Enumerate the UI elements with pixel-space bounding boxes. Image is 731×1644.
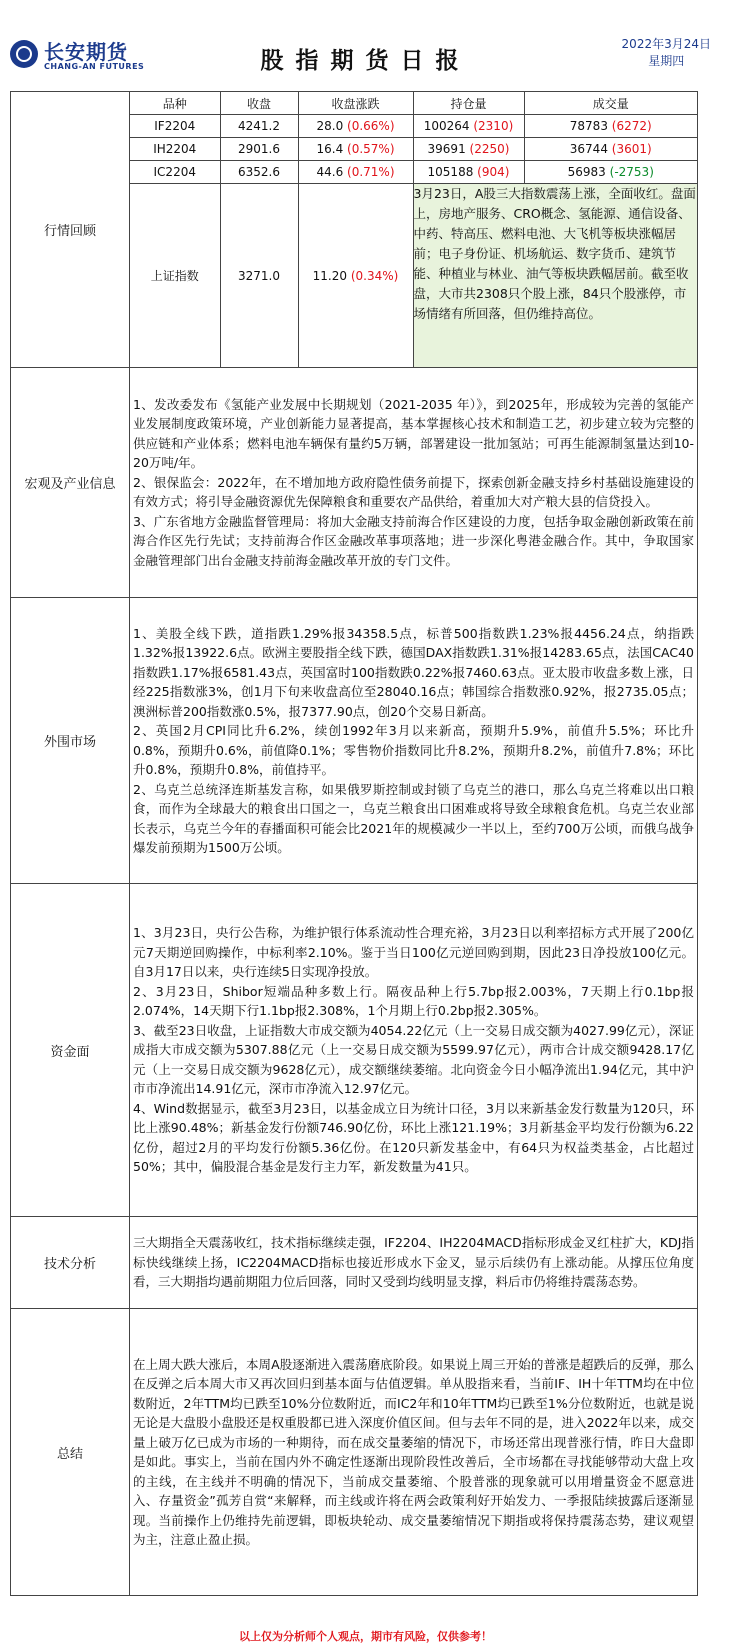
report-weekday: 星期四 — [648, 54, 685, 68]
brand-name-en: CHANG-AN FUTURES — [44, 62, 145, 71]
market-table — [130, 92, 697, 367]
paragraph: 1、美股全线下跌，道指跌1.29%报34358.5点，标普500指数跌1.23%报4456.24点，纳指跌1.32%报13922.6点。欧洲主要股指全线下跌，德国DAX指数跌1.31%报14283.65点，法国CAC40指数跌1.17%报6581.43点，英国富时100指数跌0.22%报7460.63点。亚太股市收盘多数上涨，日经225指数涨3%，创1月下旬来收盘高位至28040.16点；韩国综合指数涨0.92%，报2735.05点；澳洲标普200指数涨0.5%，报7377.90点，创20个交易日新高。 — [133, 625, 694, 719]
oi-change: (904) — [477, 165, 510, 179]
column-header: 收盘 — [220, 92, 298, 115]
section-content-overseas — [130, 598, 698, 884]
section-content-technical — [130, 1217, 698, 1309]
close-value: 2901.6 — [220, 138, 298, 161]
change-cell — [298, 161, 413, 184]
section-label-overseas: 外围市场 — [11, 598, 130, 884]
section-content-funds — [130, 884, 698, 1217]
market-commentary: 3月23日，A股三大指数震荡上涨，全面收红。盘面上，房地产服务、CRO概念、氢能源、通信设备、中药、特高压、燃料电池、大飞机等板块涨幅居前；电子身份证、机场航运、数字货币、建筑节能、种植业与林业、油气等板块跌幅居前。截至收盘，大市共2308只个股上涨，84只个股涨停，市场情绪有所回落，但仍维持高位。 — [413, 184, 697, 368]
disclaimer: 以上仅为分析师个人观点，期市有风险，仅供参考！ — [239, 1630, 492, 1643]
volume-change: (-2753) — [609, 165, 654, 179]
paragraph: 4、Wind数据显示，截至3月23日，以基金成立日为统计口径，3月以来新基金发行数量为120只，环比上涨90.48%；新基金发行份额746.90亿份，环比上涨121.19%；3月新基金平均发行份额为6.22亿份，超过2月的平均发行份额5.36亿份。在120只新发基金中，有64只为权益类基金，占比超过50%；其中，偏股混合基金是发行主力军，新发数量为41只。 — [133, 1100, 694, 1175]
report-date-text: 2022年3月24日 — [621, 37, 711, 51]
market-review-cell — [130, 92, 698, 368]
oi-cell — [413, 115, 524, 138]
section-row-funds — [11, 884, 698, 1217]
index-close: 3271.0 — [220, 184, 298, 368]
report-table — [10, 91, 698, 1596]
market-review-row — [11, 92, 698, 368]
change-value: 16.4 — [316, 142, 344, 156]
oi-change: (2250) — [469, 142, 510, 156]
volume-change: (3601) — [611, 142, 652, 156]
oi-cell — [413, 161, 524, 184]
volume-value: 36744 — [569, 142, 608, 156]
contract-name: IH2204 — [130, 138, 220, 161]
section-row-macro — [11, 368, 698, 598]
paragraph: 2、3月23日，Shibor短端品种多数上行。隔夜品种上行5.7bp报2.003%，7天期上行0.1bp报2.074%，14天期下行1.1bp报2.308%，1个月期上行0.2bp报2.305%。 — [133, 983, 694, 1019]
paragraph: 三大期指全天震荡收红，技术指标继续走强，IF2204、IH2204MACD指标形成金叉红柱扩大，KDJ指标快线继续上扬，IC2204MACD指标也接近形成水下金叉，显示后续仍有上涨动能。从撑压位角度看，三大期指均遇前期阻力位后回落，同时又受到均线明显支撑，料后市仍将维持震荡态势。 — [133, 1235, 694, 1290]
change-pct: (0.66%) — [347, 119, 395, 133]
change-value: 44.6 — [316, 165, 344, 179]
oi-value: 39691 — [427, 142, 466, 156]
section-row-summary — [11, 1309, 698, 1596]
report-date — [622, 36, 711, 70]
section-label-summary: 总结 — [11, 1309, 130, 1596]
volume-cell — [524, 161, 697, 184]
section-label-funds: 资金面 — [11, 884, 130, 1217]
table-row — [130, 161, 697, 184]
column-header: 持仓量 — [413, 92, 524, 115]
close-value: 6352.6 — [220, 161, 298, 184]
report-header — [0, 0, 731, 86]
index-change-cell — [298, 184, 413, 368]
section-label-market: 行情回顾 — [11, 92, 130, 368]
change-cell — [298, 115, 413, 138]
oi-value: 105188 — [427, 165, 474, 179]
section-content-macro — [130, 368, 698, 598]
brand-name-cn: 长安期货 — [44, 40, 128, 64]
volume-change: (6272) — [611, 119, 652, 133]
column-header: 品种 — [130, 92, 220, 115]
oi-cell — [413, 138, 524, 161]
index-change: 11.20 — [312, 268, 348, 283]
section-label-macro: 宏观及产业信息 — [11, 368, 130, 598]
volume-cell — [524, 138, 697, 161]
section-row-technical — [11, 1217, 698, 1309]
change-cell — [298, 138, 413, 161]
paragraph: 在上周大跌大涨后，本周A股逐渐进入震荡磨底阶段。如果说上周三开始的普涨是超跌后的反弹，那么在反弹之后本周大市又再次回归到基本面与估值逻辑。单从股指来看，当前IF、IH十年TTM均在中位数附近，2年TTM均已跌至10%分位数附近，而IC2年和10年TTM均已跌至1%分位数附近，也就是说无论是大盘股小盘股还是权重股都已进入深度价值区间。但与去年不同的是，进入2022年以来，成交量上破万亿已成为市场的一种期待，而在成交量萎缩的情况下，市场还常出现普涨行情，昨日大盘即是如此。事实上，当前在国内外不确定性逐渐出现阶段性改善后，全市场都在寻找能够带动大盘上攻的主线，在主线并不明确的情况下，当前成交量萎缩、个股普涨的现象就可以用增量资金不愿意进入、存量资金”孤芳自赏“来解释，而主线或许将在两会政策利好开始发力、一季报陆续披露后逐渐显现。当前操作上仍维持先前逻辑，即板块轮动、成交量萎缩情况下期指或将保持震荡态势，建议观望为主，注意止盈止损。 — [133, 1356, 694, 1547]
column-header: 收盘涨跌 — [298, 92, 413, 115]
change-value: 28.0 — [316, 119, 344, 133]
paragraph: 3、截至23日收盘，上证指数大市成交额为4054.22亿元（上一交易日成交额为4027.99亿元），深证成指大市成交额为5307.88亿元（上一交易日成交额为5599.97亿元），两市合计成交额9428.17亿元（上一交易日成交额为9628亿元），成交额继续萎缩。北向资金今日小幅净流出1.94亿元，其中沪市市净流出14.91亿元，深市市净流入12.97亿元。 — [133, 1022, 694, 1097]
index-row — [130, 184, 697, 368]
contract-name: IF2204 — [130, 115, 220, 138]
table-row — [130, 138, 697, 161]
volume-value: 56983 — [567, 165, 606, 179]
oi-value: 100264 — [423, 119, 470, 133]
index-change-pct: (0.34%) — [350, 268, 399, 283]
column-header: 成交量 — [524, 92, 697, 115]
report-title: 股指期货日报 — [260, 48, 471, 74]
change-pct: (0.57%) — [347, 142, 395, 156]
market-table-header — [130, 92, 697, 115]
index-name: 上证指数 — [130, 184, 220, 368]
paragraph: 1、发改委发布《氢能产业发展中长期规划（2021-2035 年）》，到2025年，形成较为完善的氢能产业发展制度政策环境，产业创新能力显著提高，基本掌握核心技术和制造工艺，初步建立较为完整的供应链和产业体系；燃料电池车辆保有量约5万辆，部署建设一批加氢站；可再生能源制氢量达到10-20万吨/年。 — [133, 396, 694, 471]
section-content-summary — [130, 1309, 698, 1596]
change-pct: (0.71%) — [347, 165, 395, 179]
oi-change: (2310) — [473, 119, 514, 133]
paragraph: 1、3月23日，央行公告称，为维护银行体系流动性合理充裕，3月23日以利率招标方式开展了200亿元7天期逆回购操作，中标利率2.10%。鉴于当日100亿元逆回购到期，因此23日净投放100亿元。自3月17日以来，央行连续5日实现净投放。 — [133, 925, 694, 980]
paragraph: 2、英国2月CPI同比升6.2%，续创1992年3月以来新高，预期升5.9%，前值升5.5%；环比升0.8%，预期升0.6%，前值降0.1%；零售物价指数同比升8.2%，预期升8.2%，前值升7.8%；环比升0.8%，预期升0.8%，前值持平。 — [133, 723, 694, 777]
contract-name: IC2204 — [130, 161, 220, 184]
table-row — [130, 115, 697, 138]
paragraph: 2、乌克兰总统泽连斯基发言称，如果俄罗斯控制或封锁了乌克兰的港口，那么乌克兰将难以出口粮食，而作为全球最大的粮食出口国之一，乌克兰粮食出口困难或将导致全球粮食危机。乌克兰农业部长表示，乌克兰今年的春播面积可能会比2021年的规模减少一半以上，至约700万公顷，而俄乌战争爆发前预期为1500万公顷。 — [133, 781, 694, 855]
section-row-overseas — [11, 598, 698, 884]
close-value: 4241.2 — [220, 115, 298, 138]
section-label-technical: 技术分析 — [11, 1217, 130, 1309]
paragraph: 2、银保监会：2022年，在不增加地方政府隐性债务前提下，探索创新金融支持乡村基础设施建设的有效方式；将引导金融资源优先保障粮食和重要农产品供给，着重加大对产粮大县的信贷投入。 — [133, 474, 694, 510]
volume-value: 78783 — [569, 119, 608, 133]
paragraph: 3、广东省地方金融监督管理局：将加大金融支持前海合作区建设的力度，包括争取金融创新政策在前海合作区先行先试；支持前海合作区金融改革事项落地；进一步深化粤港金融合作。其中，争取国家金融管理部门出台金融支持前海金融改革开放的专门文件。 — [133, 513, 694, 568]
volume-cell — [524, 115, 697, 138]
